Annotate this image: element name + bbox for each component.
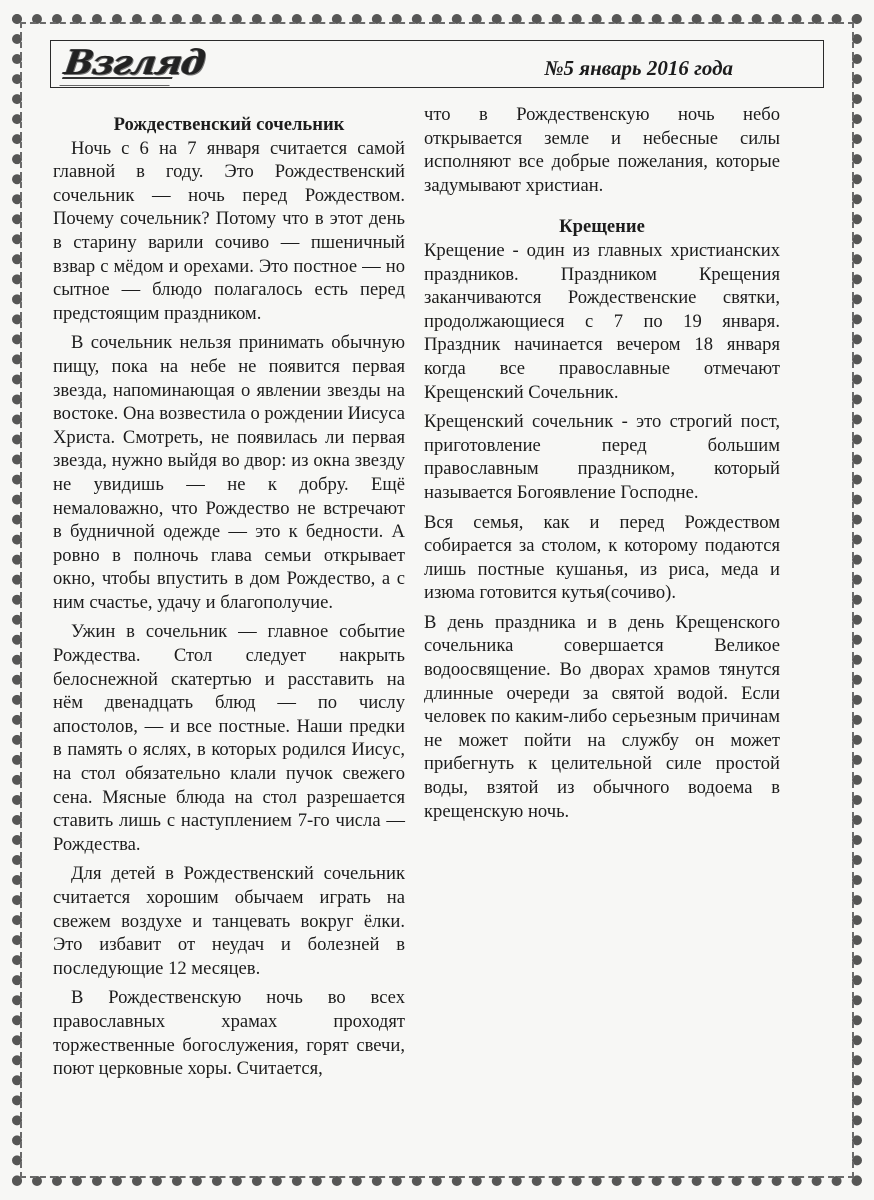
issue-label: №5 январь 2016 года — [544, 56, 733, 80]
newsletter-logo: Взгляд — [62, 43, 207, 83]
article-paragraph: Для детей в Рождественский сочельник считается хорошим обычаем играть на свежем воздухе и танцевать вокруг ёлки. Это избавит от неудач и болезней в последующие 12 месяцев. — [53, 863, 405, 979]
article-title-christmas-eve: Рождественский сочельник — [113, 114, 345, 135]
article-title-baptism: Крещение — [559, 216, 645, 238]
right-column — [424, 103, 780, 823]
article-paragraph: Ужин в сочельник — главное событие Рождества. Стол следует накрыть белоснежной скатертью и расставить на нём двенадцать блюд — по числу апостолов, — и все постные. Наши предки в память о яслях, в которых родился Иисус, на стол обязательно клали пучок свежего сена. Мясные блюда на стол разрешается ставить лишь с наступлением 7-го числа — Рождества. — [53, 621, 405, 855]
article-paragraph: Крещение - один из главных христианских праздников. Праздником Крещения заканчиваются Рождественские святки, продолжающиеся с 7 по 19 января. Праздник начинается вечером 18 января когда все православные отмечают Крещенский Сочельник. — [424, 239, 780, 403]
logo-underline — [59, 77, 172, 86]
article-paragraph: Вся семья, как и перед Рождеством собирается за столом, к которому подаются лишь постные кушанья, из риса, меда и изюма готовится кутья(сочиво). — [424, 511, 780, 604]
article-paragraph: В день праздника и в день Крещенского сочельника совершается Великое водоосвящение. Во дворах храмов тянутся длинные очереди за святой водой. Если человек по каким-либо серьезным причинам не может пойти на службу он может прибегнуть к целительной силе простой воды, взятой из обычного водоема в крещенскую ночь. — [424, 611, 780, 822]
article-paragraph: В Рождественскую ночь во всех православных храмах проходят торжественные богослужения, горят свечи, поют церковные хоры. Считается, — [53, 987, 405, 1080]
article-continuation: что в Рождественскую ночь небо открывается земле и небесные силы исполняют все добрые пожелания, которые задумывают христиан. — [424, 104, 780, 196]
article-paragraph: Ночь с 6 на 7 января считается самой главной в году. Это Рождественский сочельник — ночь перед Рождеством. Почему сочельник? Потому что в этот день в старину варили сочиво — пшеничный взвар с мёдом и орехами. Это постное — но сытное — блюдо полагалось есть перед предстоящим праздником. — [53, 137, 405, 324]
article-paragraph: В сочельник нельзя принимать обычную пищу, пока на небе не появится первая звезда, напоминающая о явлении звезды на востоке. Она возвестила о рождении Иисуса Христа. Смотреть, не появилась ли первая звезда, нужно выйдя во двор: из окна звезду не увидишь — не к добру. Ещё немаловажно, что Рождество не встречают в будничной одежде — это к бедности. А ровно в полночь глава семьи открывает окно, чтобы впустить в дом Рождество, а с ним счастье, удачу и благополучие. — [53, 332, 405, 613]
left-column — [53, 103, 405, 1081]
newsletter-header — [50, 40, 824, 88]
article-paragraph: Крещенский сочельник - это строгий пост, приготовление перед большим православным праздником, который называется Богоявление Господне. — [424, 411, 780, 503]
